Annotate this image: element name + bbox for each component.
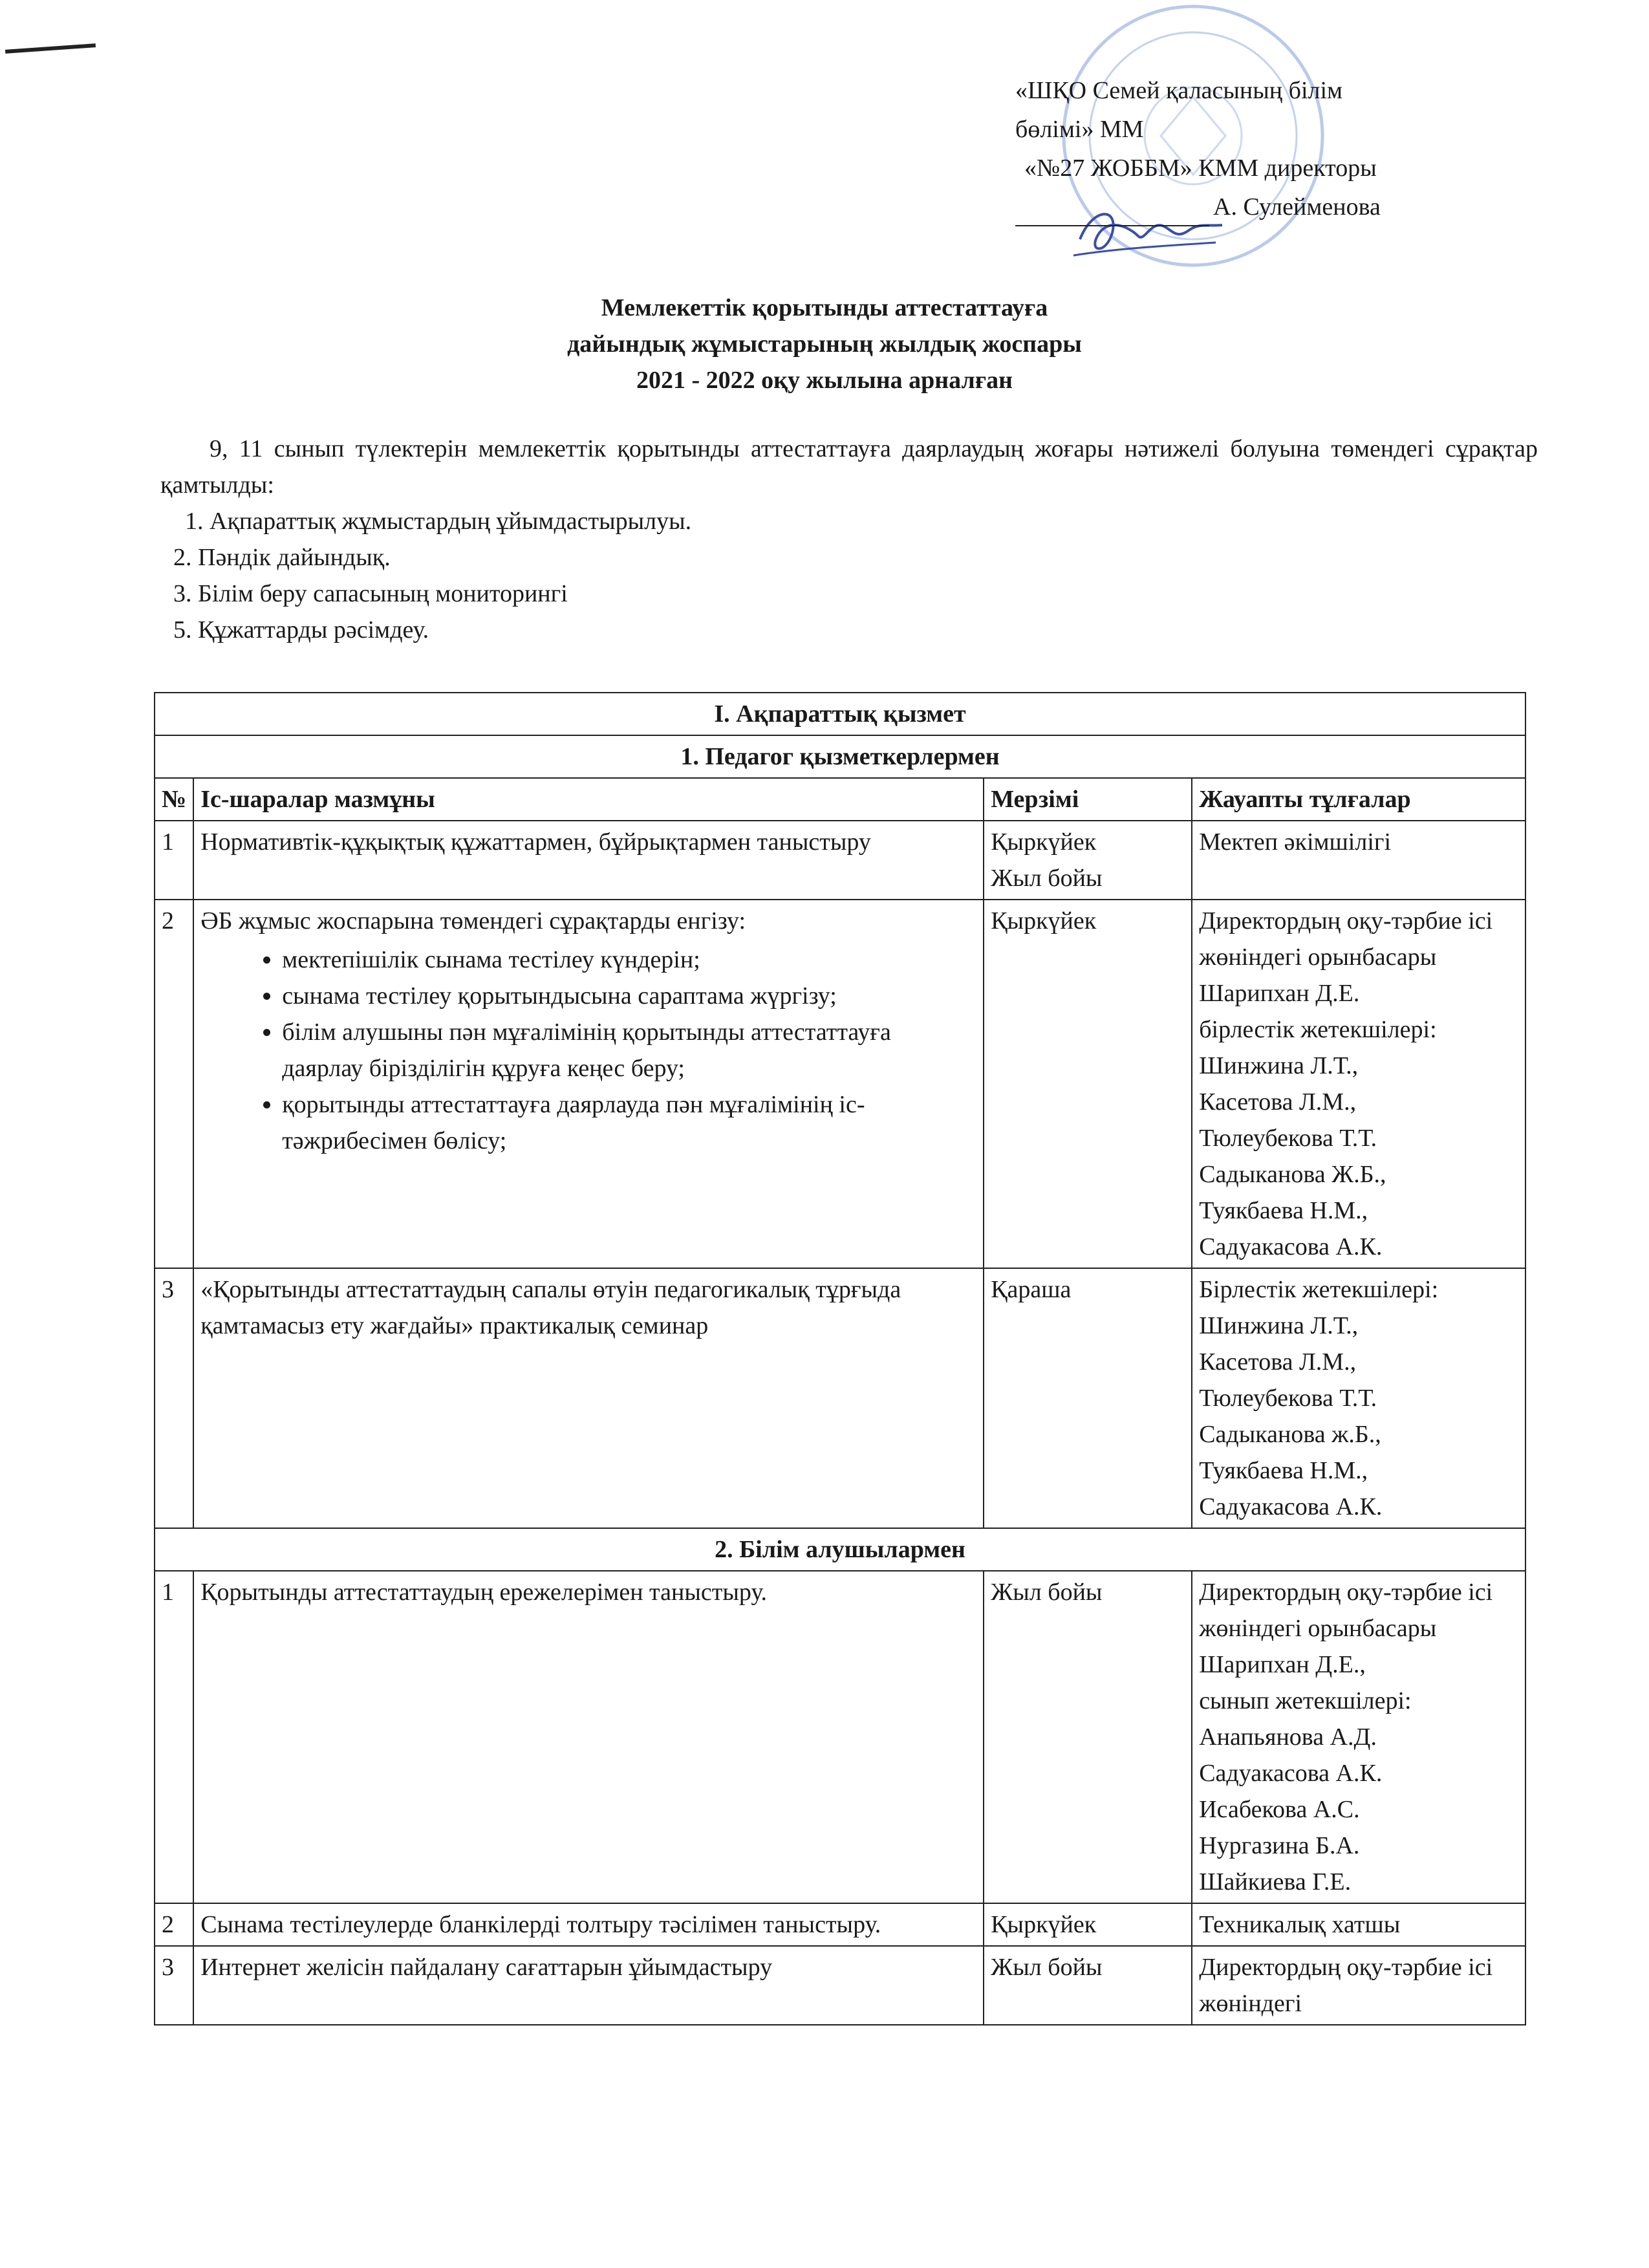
responsible-line: Директордың оқу-тәрбие ісі жөніндегі [1199, 1954, 1493, 2017]
term-line: Қараша [991, 1276, 1072, 1303]
table-row [155, 1571, 1525, 1903]
responsible-line: Шинжина Л.Т., [1199, 1312, 1359, 1339]
title-line-1: Мемлекеттік қорытынды аттестаттауға [601, 294, 1048, 321]
row-content [193, 900, 984, 1268]
term-line: Жыл бойы [991, 865, 1103, 892]
approval-line-2: бөлімі» ММ [1015, 116, 1144, 143]
table-row [155, 821, 1525, 900]
section-title: І. Ақпараттық қызмет [155, 693, 1525, 735]
table-row [155, 900, 1525, 1268]
term-line: Қыркүйек [991, 907, 1097, 934]
responsible-line: Касетова Л.М., [1199, 1348, 1357, 1376]
row-term [984, 1571, 1192, 1903]
header-term: Мерзімі [984, 778, 1192, 821]
row-term [984, 1903, 1192, 1946]
signer-name: А. Сулейменова [1213, 193, 1381, 221]
signature-blank [1015, 197, 1209, 226]
responsible-line: Бірлестік жетекшілері: [1199, 1276, 1439, 1303]
list-item: • қорытынды аттестаттауға даярлауда пән мұғалімінің іс-тәжрибесімен бөлісу; [282, 1086, 976, 1159]
intro-item: 5. Құжаттарды рәсімдеу. [173, 616, 429, 643]
header-responsible: Жауапты тұлғалар [1192, 778, 1525, 821]
intro-item: 2. Пәндік дайындық. [173, 544, 391, 571]
row-content: Интернет желісін пайдалану сағаттарын ұйымдастыру [193, 1946, 984, 2025]
row-content: Нормативтік-құқықтық құжаттармен, бұйрықтармен таныстыру [193, 821, 984, 900]
row-responsible [1192, 900, 1525, 1268]
list-item: • білім алушыны пән мұғалімінің қорытынды аттестаттауға даярлау бірізділігін құруға кеңес беру; [282, 1014, 976, 1086]
subsection-teachers: 1. Педагог қызметкерлермен [155, 735, 1525, 778]
responsible-line: Садыканова ж.Б., [1199, 1421, 1381, 1448]
row-content: Сынама тестілеулерде бланкілерді толтыру тәсілімен таныстыру. [193, 1903, 984, 1946]
responsible-line: Техникалық хатшы [1199, 1911, 1401, 1938]
header-content: Іс-шаралар мазмұны [193, 778, 984, 821]
header-num: № [155, 778, 193, 821]
responsible-line: Туякбаева Н.М., [1199, 1457, 1368, 1484]
term-line: Жыл бойы [991, 1579, 1103, 1606]
intro-paragraph: 9, 11 сынып түлектерін мемлекеттік қорытынды аттестаттауға даярлаудың жоғары нәтижелі болуына төмендегі сұрақтар қамтылды: [160, 435, 1538, 499]
intro-section [160, 431, 1538, 648]
responsible-line: Нургазина Б.А. [1199, 1832, 1360, 1859]
title-line-2: дайындық жұмыстарының жылдық жоспары [567, 330, 1082, 358]
document-title [0, 290, 1649, 398]
row-content: «Қорытынды аттестаттаудың сапалы өтуін педагогикалық тұрғыда қамтамасыз ету жағдайы» практикалық семинар [193, 1268, 984, 1528]
term-line: Қыркүйек [991, 828, 1097, 856]
row-content-text: ӘБ жұмыс жоспарына төмендегі сұрақтарды енгізу: [200, 907, 746, 934]
responsible-line: Мектеп әкімшілігі [1199, 828, 1392, 856]
subsection-students: 2. Білім алушылармен [155, 1528, 1525, 1571]
row-responsible [1192, 1571, 1525, 1903]
responsible-line: Тюлеубекова Т.Т. [1199, 1125, 1377, 1152]
row-term [984, 900, 1192, 1268]
table-row [155, 1268, 1525, 1528]
row-responsible [1192, 1268, 1525, 1528]
title-line-3: 2021 - 2022 оқу жылына арналған [636, 367, 1013, 394]
row-term [984, 821, 1192, 900]
row-num: 1 [155, 1571, 193, 1903]
row-responsible [1192, 1946, 1525, 2025]
responsible-line: Анапьянова А.Д. [1199, 1723, 1377, 1751]
row-term [984, 1268, 1192, 1528]
table-row [155, 1903, 1525, 1946]
intro-item: 3. Білім беру сапасының мониторингі [173, 580, 568, 607]
responsible-line: сынып жетекшілері: [1199, 1687, 1412, 1714]
approval-block [1015, 71, 1381, 226]
responsible-line: Тюлеубекова Т.Т. [1199, 1385, 1377, 1412]
responsible-line: Садыканова Ж.Б., [1199, 1161, 1386, 1188]
responsible-line: Директордың оқу-тәрбие ісі жөніндегі орынбасары Шарипхан Д.Е., [1199, 1579, 1493, 1678]
table-row [155, 1946, 1525, 2025]
row-num: 3 [155, 1946, 193, 2025]
responsible-line: Садуакасова А.К. [1199, 1493, 1383, 1520]
row-num: 3 [155, 1268, 193, 1528]
row-num: 2 [155, 900, 193, 1268]
bullet-list [200, 942, 976, 1159]
responsible-line: Шинжина Л.Т., [1199, 1052, 1359, 1079]
intro-item: 1. Ақпараттық жұмыстардың ұйымдастырылуы. [185, 508, 692, 535]
row-num: 1 [155, 821, 193, 900]
row-responsible [1192, 1903, 1525, 1946]
row-term [984, 1946, 1192, 2025]
scan-corner-mark [5, 43, 96, 54]
list-item: • мектепішілік сынама тестілеу күндерін; [282, 942, 976, 978]
responsible-line: Садуакасова А.К. [1199, 1760, 1383, 1787]
responsible-line: Директордың оқу-тәрбие ісі жөніндегі орынбасары Шарипхан Д.Е. [1199, 907, 1493, 1007]
responsible-line: бірлестік жетекшілері: [1199, 1016, 1437, 1043]
responsible-line: Туякбаева Н.М., [1199, 1197, 1368, 1224]
responsible-line: Шайкиева Г.Е. [1199, 1868, 1352, 1895]
approval-line-1: «ШҚО Семей қаласының білім [1015, 77, 1343, 104]
responsible-line: Садуакасова А.К. [1199, 1233, 1383, 1260]
term-line: Қыркүйек [991, 1911, 1097, 1938]
list-item: • сынама тестілеу қорытындысына сараптама жүргізу; [282, 978, 976, 1014]
term-line: Жыл бойы [991, 1954, 1103, 1981]
approval-line-3: «№27 ЖОББМ» КММ директоры [1024, 155, 1377, 182]
row-num: 2 [155, 1903, 193, 1946]
signature-line [1015, 188, 1381, 226]
responsible-line: Исабекова А.С. [1199, 1796, 1360, 1823]
row-content: Қорытынды аттестаттаудың ережелерімен таныстыру. [193, 1571, 984, 1903]
responsible-line: Касетова Л.М., [1199, 1088, 1357, 1116]
plan-table [154, 692, 1526, 2025]
row-responsible [1192, 821, 1525, 900]
